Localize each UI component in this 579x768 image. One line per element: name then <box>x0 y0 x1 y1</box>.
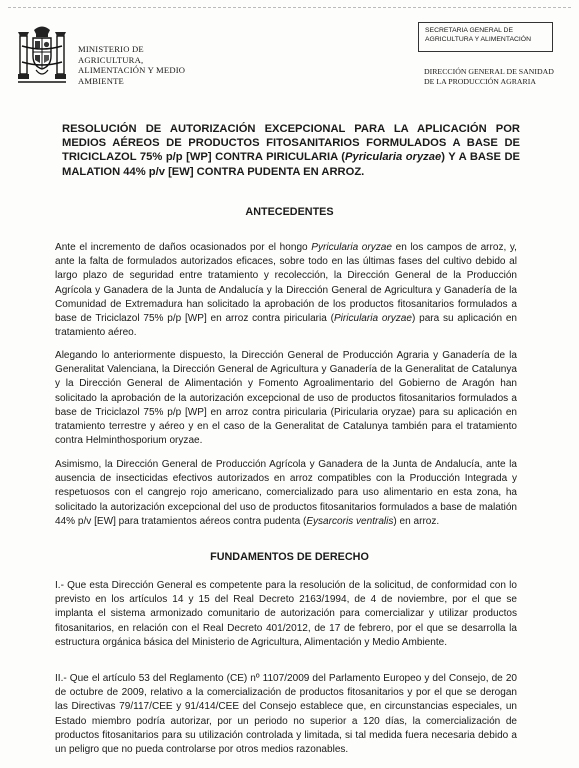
species-name: Eysarcoris ventralis <box>306 515 394 527</box>
directorate-line: DE LA PRODUCCIÓN AGRARIA <box>424 77 536 86</box>
fundamentos-heading: FUNDAMENTOS DE DERECHO <box>210 551 369 563</box>
fundamentos-paragraph-2: II.- Que el artículo 53 del Reglamento (CE) nº 1107/2009 del Parlamento Europeo y del Consejo, de 20 de octubre de 2009, relativo a la comercialización de productos fitosanitarios y por el que se derogan las Directivas 79/117/CEE y 91/414/CEE del Consejo establece que, en circunstancias especiales, un Estado miembro podría autorizar, por un periodo no superior a 120 días, la comercialización de productos fitosanitarios para su utilización controlada y limitada, si tal medida fuera necesaria debido a un peligro que no pueda controlarse por otros medios razonables. <box>55 673 517 756</box>
antecedentes-heading: ANTECEDENTES <box>245 206 334 218</box>
title-text-end: ) Y A BASE DE MALATION 44% p/v [EW] CONTRA PUDENTA EN ARROZ. <box>62 151 520 178</box>
directorate-name <box>424 67 554 87</box>
title-species: Pyricularia oryzae <box>345 151 442 164</box>
species-name: Pyricularia oryzae <box>311 242 392 253</box>
title-text: RESOLUCIÓN DE AUTORIZACIÓN EXCEPCIONAL PARA LA APLICACIÓN POR MEDIOS AÉREOS DE PRODUCTOS FITOSANITARIOS FORMULADOS A BASE DE TRICICLAZOL 75% p/p [WP] CONTRA PIRICULARIA ( <box>62 123 520 164</box>
antecedentes-paragraph-1 <box>55 241 517 340</box>
stamp-line: AGRICULTURA Y ALIMENTACIÓN <box>425 36 532 43</box>
text-run: Ante el incremento de daños ocasionados por el hongo <box>55 242 312 253</box>
text-run: en los campos de arroz, y, ante la falta de formulados autorizados eficaces, sobre todo en las últimas fases del cultivo debido al largo plazo de seguridad entre tratamiento y recolección, la Dirección General de la Producción Agrícola y Ganadera de la Junta de Andalucía y la Dirección General de Agricultura y Ganadería de la Comunidad de Extremadura han solicitado la aprobación de los productos fitosanitarios formulados a base de Triciclazol 75% p/p [WP] en arroz contra piricularia ( <box>55 242 517 325</box>
text-run: ) para su aplicación en tratamiento aéreo. <box>55 313 518 339</box>
antecedentes-paragraph-2: Alegando lo anteriormente dispuesto, la Dirección General de Producción Agraria y Ganadería de la Generalitat Valenciana, la Dirección General de Agricultura y Ganadería de la Generalitat de Catalunya y la Dirección General de Alimentación y Fomento Agroalimentario del Gobierno de Aragón han solicitado la aprobación de la autorización excepcional de uso de productos fitosanitarios formulados a base de Triciclazol 75% p/p [WP] en arroz contra piricularia (Piricularia oryzae) para su aplicación en tratamiento terrestre y aéreo y en el caso de la Generalitat de Catalunya también para el tratamiento contra Helminthosporium oryzae. <box>55 350 517 447</box>
ministry-name <box>78 44 185 86</box>
antecedentes-paragraph-3 <box>55 458 517 529</box>
text-run: Asimismo, la Dirección General de Producción Agrícola y Ganadera de la Junta de Andalucía, ante la ausencia de insecticidas efectivos autorizados en arroz compatibles con la Producción Integrada y respetuosos con el cangrejo rojo americano, comercializado para uso alimentario en esta zona, ha solicitado la autorización excepcional del uso de productos fitosanitarios formulados a base de malatión 44% p/v [EW] para tratamientos aéreos contra pudenta ( <box>55 459 517 527</box>
stamp-line: SECRETARIA GENERAL DE <box>425 27 514 34</box>
ministry-line: AMBIENTE <box>78 75 124 86</box>
ministry-line: AGRICULTURA, <box>78 54 144 65</box>
text-run: ) en arroz. <box>393 515 440 527</box>
coat-of-arms-icon <box>14 22 70 88</box>
ministry-line: ALIMENTACIÓN Y MEDIO <box>78 65 186 75</box>
secretariat-stamp <box>418 22 553 52</box>
ministry-line: MINISTERIO DE <box>78 44 144 54</box>
species-name: Piricularia oryzae <box>333 313 412 325</box>
directorate-line: DIRECCIÓN GENERAL DE SANIDAD <box>424 67 554 76</box>
fundamentos-paragraph-1: I.- Que esta Dirección General es competente para la resolución de la solicitud, de conformidad con lo previsto en los artículos 14 y 15 del Real Decreto 2163/1994, de 4 de noviembre, por el que se implanta el sistema armonizado comunitario de autorización para comercializar y utilizar productos fitosanitarios, en relación con el Real Decreto 401/2012, de 17 de febrero, por el que se desarrolla la estructura orgánica básica del Ministerio de Agricultura, Alimentación y Medio Ambiente. <box>55 580 517 648</box>
top-dashed-rule <box>8 7 571 8</box>
document-title <box>62 122 520 179</box>
